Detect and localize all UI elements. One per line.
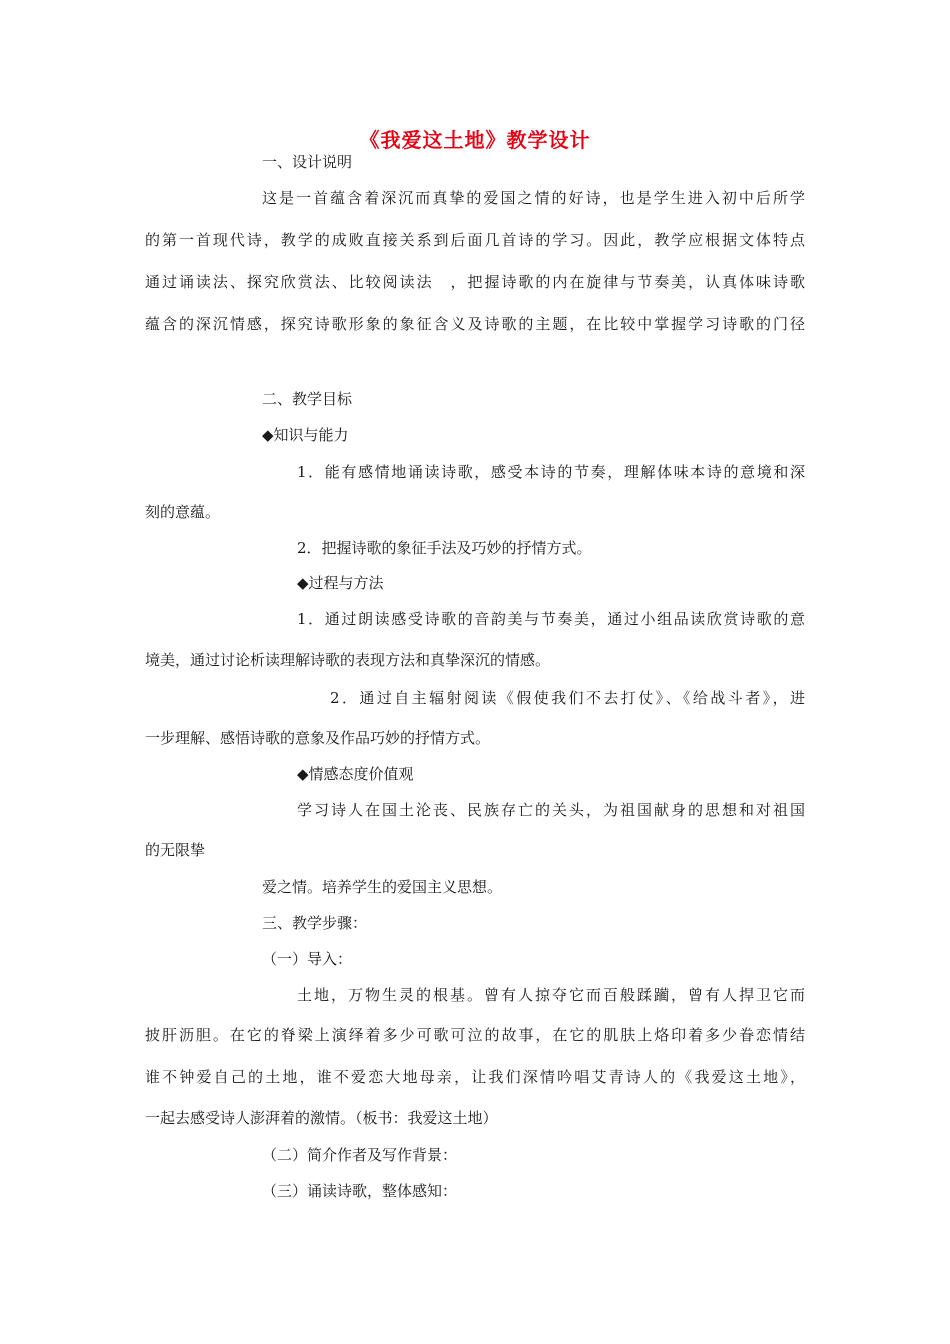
paragraph-line: 通过诵读法、探究欣赏法、比较阅读法 ，把握诗歌的内在旋律与节奏美，认真体味诗歌: [145, 273, 805, 291]
subheading-process-method: ◆过程与方法: [297, 574, 384, 592]
paragraph-line: 蕴含的深沉情感，探究诗歌形象的象征含义及诗歌的主题，在比较中掌握学习诗歌的门径: [145, 315, 805, 333]
document-title: 《我爱这土地》教学设计: [359, 128, 591, 152]
step-heading-introduction: （一）导入：: [262, 950, 353, 968]
subheading-emotion-values: ◆情感态度价值观: [297, 765, 414, 783]
paragraph-line: 的无限挚: [145, 841, 206, 859]
step-heading-recite-poem: （三）诵读诗歌，整体感知：: [262, 1182, 458, 1200]
paragraph-line: 的第一首现代诗，教学的成败直接关系到后面几首诗的学习。因此，教学应根据文体特点: [145, 231, 805, 249]
goal-item-line: 2．把握诗歌的象征手法及巧妙的抒情方式。: [297, 539, 592, 557]
paragraph-line: 披肝沥胆。在它的脊梁上演绎着多少可歌可泣的故事，在它的肌肤上烙印着多少眷恋情结: [145, 1026, 805, 1044]
goal-item-line: 境美，通过讨论析读理解诗歌的表现方法和真挚深沉的情感。: [145, 651, 551, 669]
goal-item-line: 刻的意蕴。: [145, 503, 221, 521]
section-heading-design-notes: 一、设计说明: [262, 153, 353, 171]
goal-item-line: 一步理解、感悟诗歌的意象及作品巧妙的抒情方式。: [145, 729, 491, 747]
paragraph-line: 学习诗人在国土沦丧、民族存亡的关头，为祖国献身的思想和对祖国: [297, 801, 805, 819]
section-heading-teaching-goals: 二、教学目标: [262, 390, 353, 408]
goal-item-line: 1．通过朗读感受诗歌的音韵美与节奏美，通过小组品读欣赏诗歌的意: [297, 610, 805, 628]
paragraph-line: 谁不钟爱自己的土地，谁不爱恋大地母亲，让我们深情吟唱艾青诗人的《我爱这土地》，: [145, 1068, 805, 1086]
section-heading-teaching-steps: 三、教学步骤：: [262, 914, 368, 932]
paragraph-line: 一起去感受诗人澎湃着的激情。（板书：我爱这土地）: [145, 1109, 498, 1127]
step-heading-author-background: （二）简介作者及写作背景：: [262, 1146, 458, 1164]
paragraph-line: 土地，万物生灵的根基。曾有人掠夺它而百般蹂躏，曾有人捍卫它而: [297, 986, 805, 1004]
goal-item-line: 1．能有感情地诵读诗歌，感受本诗的节奏，理解体味本诗的意境和深: [297, 463, 805, 481]
paragraph-line: 这是一首蕴含着深沉而真挚的爱国之情的好诗，也是学生进入初中后所学: [262, 189, 805, 207]
goal-item-line: 2．通过自主辐射阅读《假使我们不去打仗》、《给战斗者》，进: [330, 689, 805, 707]
paragraph-line: 爱之情。培养学生的爱国主义思想。: [262, 878, 503, 896]
subheading-knowledge-ability: ◆知识与能力: [262, 426, 349, 444]
